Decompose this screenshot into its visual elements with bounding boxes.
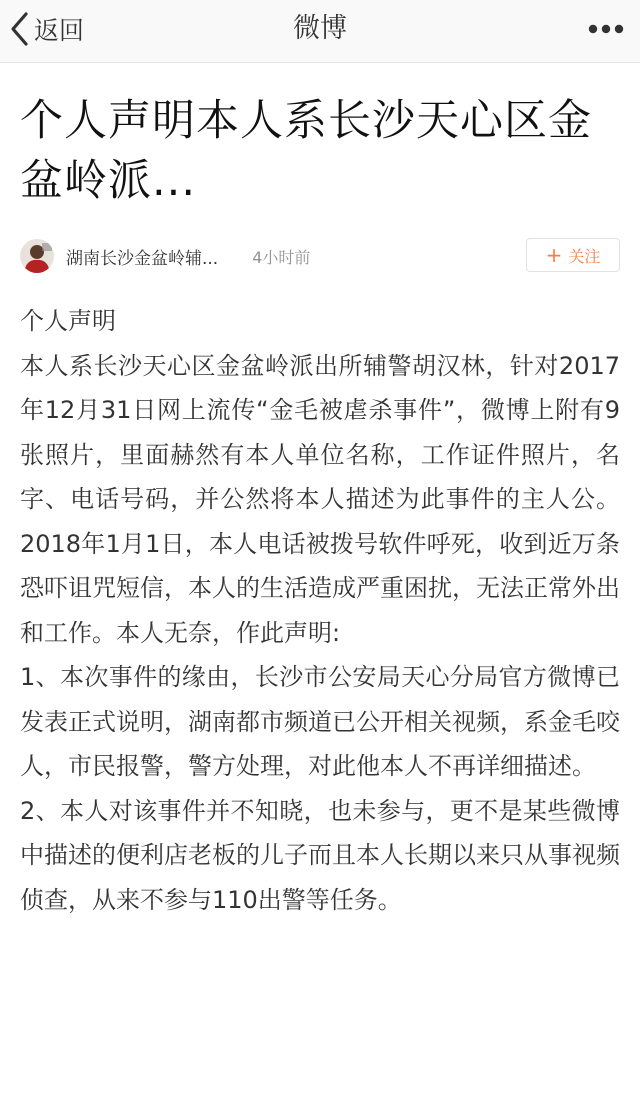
chevron-left-icon bbox=[8, 11, 30, 47]
body-paragraph: 2、本人对该事件并不知晓，也未参与，更不是某些微博中描述的便利店老板的儿子而且本人长期以来只从事视频侦查，从来不参与110出警等任务。 bbox=[20, 796, 620, 914]
follow-label: 关注 bbox=[568, 246, 601, 266]
avatar[interactable] bbox=[20, 239, 54, 273]
top-navigation-bar bbox=[0, 0, 640, 63]
article-body bbox=[20, 299, 620, 922]
author-name[interactable]: 湖南长沙金盆岭辅... bbox=[66, 248, 219, 269]
avatar-image bbox=[20, 239, 54, 273]
back-button[interactable] bbox=[8, 11, 84, 47]
follow-button[interactable] bbox=[526, 238, 620, 272]
article-title: 个人声明本人系长沙天心区金盆岭派... bbox=[20, 96, 592, 206]
body-paragraph: 本人系长沙天心区金盆岭派出所辅警胡汉林，针对2017年12月31日网上流传“金毛被虐杀事件”，微博上附有9张照片，里面赫然有本人单位名称，工作证件照片，名字、电话号码，并公然将本人描述为此事件的主人公。2018年1月1日，本人电话被拨号软件呼死，收到近万条恐吓诅咒短信，本人的生活造成严重困扰，无法正常外出和工作。本人无奈，作此声明: bbox=[20, 351, 620, 647]
post-time: 4小时前 bbox=[252, 247, 311, 267]
author-meta-row bbox=[20, 235, 620, 277]
body-paragraph: 个人声明 bbox=[20, 307, 116, 335]
page-title: 微博 bbox=[293, 13, 347, 44]
back-label: 返回 bbox=[34, 16, 85, 45]
more-options-button[interactable] bbox=[584, 18, 628, 40]
more-icon bbox=[588, 24, 624, 34]
body-paragraph: 1、本次事件的缘由，长沙市公安局天心分局官方微博已发表正式说明，湖南都市频道已公开相关视频，系金毛咬人，市民报警，警方处理，对此他本人不再详细描述。 bbox=[20, 663, 620, 780]
plus-icon: + bbox=[545, 243, 563, 267]
